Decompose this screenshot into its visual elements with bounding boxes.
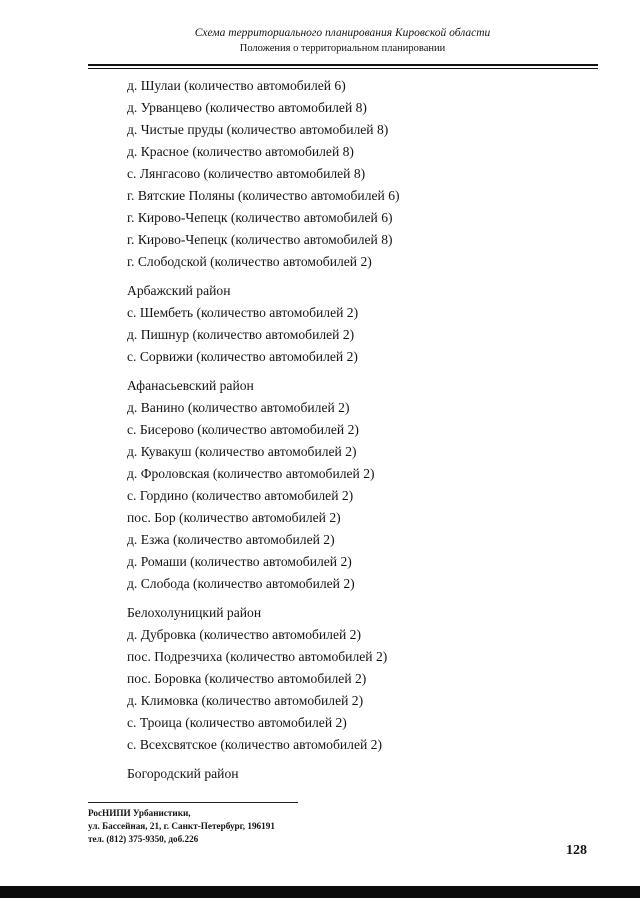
list-item: д. Красное (количество автомобилей 8)	[127, 144, 354, 159]
list-item: г. Кирово-Чепецк (количество автомобилей 6)	[127, 210, 393, 225]
district-heading: Арбажский район	[127, 283, 231, 298]
page-number: 128	[566, 843, 587, 858]
list-item: г. Кирово-Чепецк (количество автомобилей 8)	[127, 232, 393, 247]
list-item: г. Слободской (количество автомобилей 2)	[127, 254, 372, 269]
list-item: д. Шулаи (количество автомобилей 6)	[127, 78, 346, 93]
list-item: д. Чистые пруды (количество автомобилей 8)	[127, 122, 389, 137]
list-item: пос. Бор (количество автомобилей 2)	[127, 510, 341, 525]
list-item: д. Дубровка (количество автомобилей 2)	[127, 627, 362, 642]
list-item: с. Троица (количество автомобилей 2)	[127, 715, 347, 730]
district-heading: Белохолуницкий район	[127, 605, 262, 620]
footer-address: ул. Бассейная, 21, г. Санкт-Петербург, 196191	[88, 821, 275, 831]
list-item: д. Климовка (количество автомобилей 2)	[127, 693, 364, 708]
footer-org: РосНИПИ Урбанистики,	[88, 808, 191, 818]
list-item: д. Урванцево (количество автомобилей 8)	[127, 100, 367, 115]
list-item: с. Бисерово (количество автомобилей 2)	[127, 422, 359, 437]
list-item: д. Пишнур (количество автомобилей 2)	[127, 327, 355, 342]
list-item: с. Шембеть (количество автомобилей 2)	[127, 305, 359, 320]
list-item: с. Гордино (количество автомобилей 2)	[127, 488, 354, 503]
list-item: д. Кувакуш (количество автомобилей 2)	[127, 444, 357, 459]
list-item: с. Лянгасово (количество автомобилей 8)	[127, 166, 366, 181]
list-item: с. Сорвижи (количество автомобилей 2)	[127, 349, 358, 364]
list-item: д. Езжа (количество автомобилей 2)	[127, 532, 335, 547]
list-item: д. Ванино (количество автомобилей 2)	[127, 400, 350, 415]
scan-edge-bar	[0, 886, 640, 898]
district-heading: Афанасьевский район	[127, 378, 254, 393]
entry-list	[127, 75, 587, 785]
list-item: пос. Боровка (количество автомобилей 2)	[127, 671, 367, 686]
footer-phone: тел. (812) 375-9350, доб.226	[88, 834, 199, 844]
list-item: пос. Подрезчиха (количество автомобилей 2)	[127, 649, 388, 664]
running-header-title: Схема территориального планирования Кировской области	[194, 27, 491, 39]
list-item: д. Слобода (количество автомобилей 2)	[127, 576, 355, 591]
list-item: д. Фроловская (количество автомобилей 2)	[127, 466, 375, 481]
district-heading: Богородский район	[127, 766, 239, 781]
list-item: г. Вятские Поляны (количество автомобилей 6)	[127, 188, 400, 203]
footer-rule	[88, 802, 298, 803]
running-header-subtitle: Положения о территориальном планировании	[239, 43, 446, 54]
header-rule	[88, 64, 598, 69]
list-item: с. Всехсвятское (количество автомобилей 2)	[127, 737, 382, 752]
list-item: д. Ромаши (количество автомобилей 2)	[127, 554, 352, 569]
